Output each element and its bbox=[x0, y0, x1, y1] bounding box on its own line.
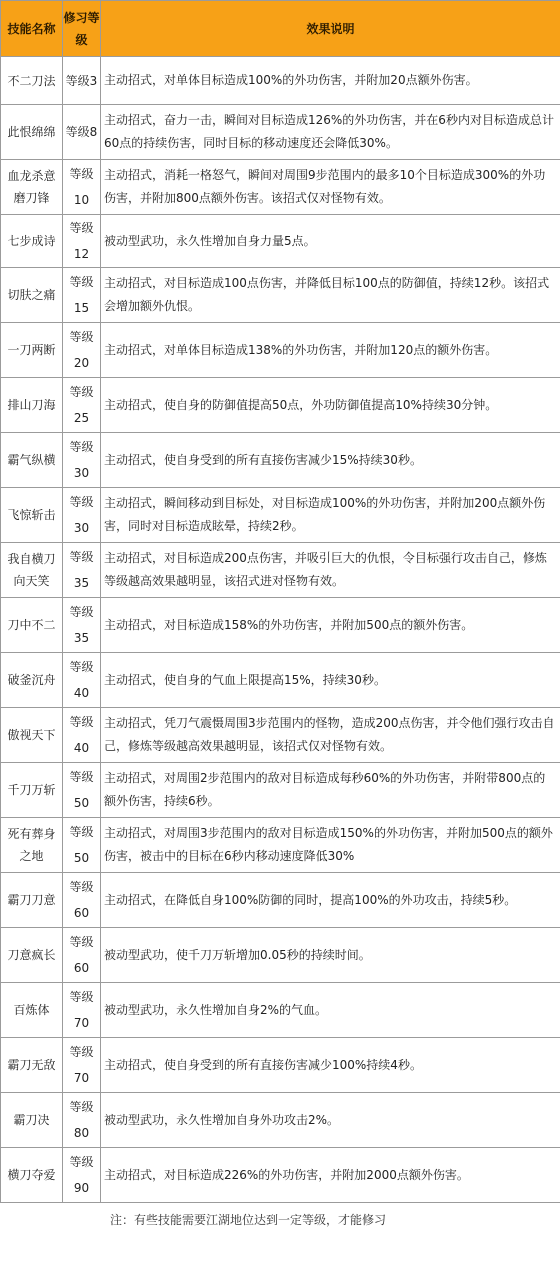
skill-name-cell: 刀中不二 bbox=[1, 598, 63, 653]
skill-level-cell: 等级 15 bbox=[63, 268, 101, 323]
skill-level-cell: 等级 80 bbox=[63, 1093, 101, 1148]
skill-desc-cell: 主动招式，对目标造成200点伤害，并吸引巨大的仇恨，令目标强行攻击自己，修炼等级越高效果越明显，该招式进对怪物有效。 bbox=[101, 543, 560, 598]
skill-desc-cell: 被动型武功，永久性增加自身外功攻击2%。 bbox=[101, 1093, 560, 1148]
table-row bbox=[1, 323, 560, 378]
skill-desc-cell: 被动型武功，永久性增加自身2%的气血。 bbox=[101, 983, 560, 1038]
skill-level-cell: 等级 60 bbox=[63, 928, 101, 983]
footnote: 注：有些技能需要江湖地位达到一定等级，才能修习 bbox=[110, 1213, 387, 1227]
table-row bbox=[1, 928, 560, 983]
table-row bbox=[1, 160, 560, 215]
table-row bbox=[1, 543, 560, 598]
table-header-row bbox=[1, 1, 560, 57]
skill-level-cell: 等级 40 bbox=[63, 653, 101, 708]
skill-level-cell: 等级 20 bbox=[63, 323, 101, 378]
table-row bbox=[1, 268, 560, 323]
skill-desc-cell: 被动型武功，永久性增加自身力量5点。 bbox=[101, 215, 560, 268]
skill-desc-cell: 主动招式，对单体目标造成100%的外功伤害，并附加20点额外伤害。 bbox=[101, 57, 560, 105]
skill-desc-cell: 主动招式，对单体目标造成138%的外功伤害，并附加120点的额外伤害。 bbox=[101, 323, 560, 378]
skill-name-cell: 横刀夺爱 bbox=[1, 1148, 63, 1203]
header-skill-name: 技能名称 bbox=[1, 1, 63, 57]
table-row bbox=[1, 598, 560, 653]
skill-level-cell: 等级 50 bbox=[63, 763, 101, 818]
skill-level-cell: 等级 10 bbox=[63, 160, 101, 215]
table-row bbox=[1, 105, 560, 160]
skill-name-cell: 我自横刀向天笑 bbox=[1, 543, 63, 598]
skill-name-cell: 傲视天下 bbox=[1, 708, 63, 763]
skill-name-cell: 此恨绵绵 bbox=[1, 105, 63, 160]
skill-name-cell: 不二刀法 bbox=[1, 57, 63, 105]
skill-desc-cell: 主动招式，使自身的防御值提高50点，外功防御值提高10%持续30分钟。 bbox=[101, 378, 560, 433]
skill-level-cell: 等级 25 bbox=[63, 378, 101, 433]
skill-name-cell: 排山刀海 bbox=[1, 378, 63, 433]
table-row bbox=[1, 433, 560, 488]
skill-desc-cell: 主动招式，对周围2步范围内的敌对目标造成每秒60%的外功伤害，并附带800点的额外伤害，持续6秒。 bbox=[101, 763, 560, 818]
skill-name-cell: 霸刀无敌 bbox=[1, 1038, 63, 1093]
skill-desc-cell: 主动招式，对周围3步范围内的敌对目标造成150%的外功伤害，并附加500点的额外伤害，被击中的目标在6秒内移动速度降低30% bbox=[101, 818, 560, 873]
skill-name-cell: 切肤之痛 bbox=[1, 268, 63, 323]
skill-desc-cell: 主动招式，凭刀气震慑周围3步范围内的怪物，造成200点伤害，并令他们强行攻击自己，修炼等级越高效果越明显，该招式仅对怪物有效。 bbox=[101, 708, 560, 763]
skill-desc-cell: 主动招式，使自身的气血上限提高15%，持续30秒。 bbox=[101, 653, 560, 708]
table-row bbox=[1, 708, 560, 763]
skill-desc-cell: 主动招式，瞬间移动到目标处，对目标造成100%的外功伤害，并附加200点额外伤害，同时对目标造成眩晕，持续2秒。 bbox=[101, 488, 560, 543]
skill-level-cell: 等级 50 bbox=[63, 818, 101, 873]
skill-level-cell: 等级 12 bbox=[63, 215, 101, 268]
table-row bbox=[1, 57, 560, 105]
skill-name-cell: 一刀两断 bbox=[1, 323, 63, 378]
table-row bbox=[1, 1038, 560, 1093]
skill-level-cell: 等级 30 bbox=[63, 433, 101, 488]
skill-name-cell: 飞惊斩击 bbox=[1, 488, 63, 543]
skill-name-cell: 七步成诗 bbox=[1, 215, 63, 268]
skill-level-cell: 等级 90 bbox=[63, 1148, 101, 1203]
skill-desc-cell: 被动型武功，使千刀万斩增加0.05秒的持续时间。 bbox=[101, 928, 560, 983]
skill-desc-cell: 主动招式，在降低自身100%防御的同时，提高100%的外功攻击，持续5秒。 bbox=[101, 873, 560, 928]
table-row bbox=[1, 983, 560, 1038]
table-row bbox=[1, 653, 560, 708]
skill-level-cell: 等级3 bbox=[63, 57, 101, 105]
skill-desc-cell: 主动招式，对目标造成226%的外功伤害，并附加2000点额外伤害。 bbox=[101, 1148, 560, 1203]
table-row bbox=[1, 488, 560, 543]
skill-name-cell: 霸刀刀意 bbox=[1, 873, 63, 928]
table-row bbox=[1, 763, 560, 818]
table-row bbox=[1, 215, 560, 268]
skill-name-cell: 刀意疯长 bbox=[1, 928, 63, 983]
skill-desc-cell: 主动招式，使自身受到的所有直接伤害减少15%持续30秒。 bbox=[101, 433, 560, 488]
skill-level-cell: 等级 70 bbox=[63, 1038, 101, 1093]
table-row bbox=[1, 1148, 560, 1203]
skill-desc-cell: 主动招式，使自身受到的所有直接伤害减少100%持续4秒。 bbox=[101, 1038, 560, 1093]
skill-level-cell: 等级 30 bbox=[63, 488, 101, 543]
table-row bbox=[1, 818, 560, 873]
skill-name-cell: 血龙杀意磨刀锋 bbox=[1, 160, 63, 215]
skill-name-cell: 霸气纵横 bbox=[1, 433, 63, 488]
skill-level-cell: 等级 70 bbox=[63, 983, 101, 1038]
skill-name-cell: 霸刀决 bbox=[1, 1093, 63, 1148]
skill-name-cell: 千刀万斩 bbox=[1, 763, 63, 818]
skill-name-cell: 破釜沉舟 bbox=[1, 653, 63, 708]
table-row bbox=[1, 873, 560, 928]
skill-desc-cell: 主动招式，消耗一格怒气，瞬间对周围9步范围内的最多10个目标造成300%的外功伤害，并附加800点额外伤害。该招式仅对怪物有效。 bbox=[101, 160, 560, 215]
skill-desc-cell: 主动招式，奋力一击，瞬间对目标造成126%的外功伤害，并在6秒内对目标造成总计60点的持续伤害，同时目标的移动速度还会降低30%。 bbox=[101, 105, 560, 160]
skill-level-cell: 等级 35 bbox=[63, 543, 101, 598]
skill-desc-cell: 主动招式，对目标造成100点伤害，并降低目标100点的防御值，持续12秒。该招式会增加额外仇恨。 bbox=[101, 268, 560, 323]
skill-name-cell: 百炼体 bbox=[1, 983, 63, 1038]
header-effect: 效果说明 bbox=[101, 1, 560, 57]
header-level: 修习等级 bbox=[63, 1, 101, 57]
skill-name-cell: 死有葬身之地 bbox=[1, 818, 63, 873]
skill-level-cell: 等级 40 bbox=[63, 708, 101, 763]
table-row bbox=[1, 1093, 560, 1148]
skill-level-cell: 等级 60 bbox=[63, 873, 101, 928]
skill-desc-cell: 主动招式，对目标造成158%的外功伤害，并附加500点的额外伤害。 bbox=[101, 598, 560, 653]
skill-level-cell: 等级 35 bbox=[63, 598, 101, 653]
skill-level-cell: 等级8 bbox=[63, 105, 101, 160]
table-row bbox=[1, 378, 560, 433]
